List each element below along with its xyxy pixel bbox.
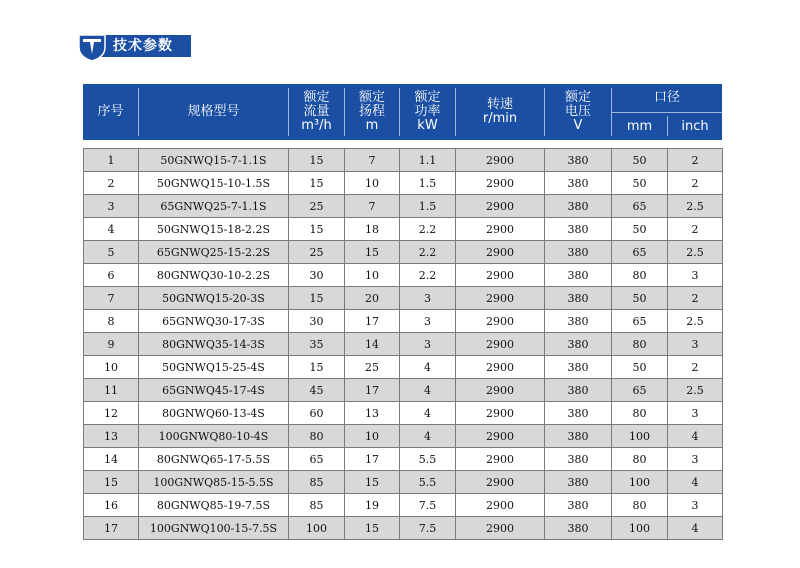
cell-power: 4 — [400, 379, 456, 402]
cell-head: 15 — [345, 241, 400, 264]
cell-flow: 25 — [289, 241, 345, 264]
cell-bore-mm: 50 — [612, 356, 668, 379]
cell-speed: 2900 — [456, 287, 545, 310]
cell-flow: 60 — [289, 402, 345, 425]
cell-seq: 11 — [84, 379, 139, 402]
cell-power: 1.1 — [400, 149, 456, 172]
cell-seq: 15 — [84, 471, 139, 494]
cell-head: 10 — [345, 425, 400, 448]
cell-bore-inch: 2 — [668, 218, 723, 241]
cell-seq: 12 — [84, 402, 139, 425]
cell-bore-mm: 65 — [612, 195, 668, 218]
col-head: 额定 扬程 m — [358, 90, 385, 133]
cell-speed: 2900 — [456, 310, 545, 333]
cell-power: 2.2 — [400, 264, 456, 287]
cell-bore-mm: 50 — [612, 218, 668, 241]
cell-bore-mm: 65 — [612, 310, 668, 333]
cell-speed: 2900 — [456, 218, 545, 241]
cell-model: 100GNWQ85-15-5.5S — [139, 471, 289, 494]
cell-model: 80GNWQ30-10-2.2S — [139, 264, 289, 287]
cell-flow: 30 — [289, 310, 345, 333]
cell-head: 15 — [345, 517, 400, 540]
cell-bore-mm: 80 — [612, 448, 668, 471]
cell-speed: 2900 — [456, 471, 545, 494]
cell-model: 50GNWQ15-18-2.2S — [139, 218, 289, 241]
table-row — [84, 149, 723, 172]
cell-head: 19 — [345, 494, 400, 517]
cell-model: 80GNWQ65-17-5.5S — [139, 448, 289, 471]
cell-speed: 2900 — [456, 264, 545, 287]
cell-voltage: 380 — [545, 287, 612, 310]
cell-power: 3 — [400, 310, 456, 333]
cell-head: 10 — [345, 172, 400, 195]
table-header — [83, 84, 722, 140]
section-title: 技术参数 — [113, 38, 173, 54]
cell-bore-inch: 2 — [668, 356, 723, 379]
cell-speed: 2900 — [456, 356, 545, 379]
cell-voltage: 380 — [545, 471, 612, 494]
cell-speed: 2900 — [456, 241, 545, 264]
cell-bore-mm: 65 — [612, 379, 668, 402]
cell-flow: 15 — [289, 287, 345, 310]
table-row — [84, 218, 723, 241]
spec-table — [83, 148, 723, 540]
table-row — [84, 241, 723, 264]
col-model: 规格型号 — [187, 104, 240, 119]
cell-power: 2.2 — [400, 218, 456, 241]
col-bore-mm: mm — [626, 118, 653, 134]
cell-model: 50GNWQ15-7-1.1S — [139, 149, 289, 172]
cell-voltage: 380 — [545, 195, 612, 218]
cell-flow: 65 — [289, 448, 345, 471]
table-row — [84, 333, 723, 356]
col-speed: 转速 r/min — [482, 97, 518, 126]
cell-bore-inch: 2.5 — [668, 379, 723, 402]
cell-voltage: 380 — [545, 241, 612, 264]
cell-speed: 2900 — [456, 149, 545, 172]
cell-flow: 15 — [289, 356, 345, 379]
cell-flow: 80 — [289, 425, 345, 448]
cell-speed: 2900 — [456, 494, 545, 517]
cell-head: 13 — [345, 402, 400, 425]
cell-speed: 2900 — [456, 379, 545, 402]
cell-bore-mm: 80 — [612, 264, 668, 287]
cell-voltage: 380 — [545, 218, 612, 241]
cell-bore-inch: 2.5 — [668, 310, 723, 333]
table-row — [84, 195, 723, 218]
cell-seq: 6 — [84, 264, 139, 287]
table-row — [84, 494, 723, 517]
col-power: 额定 功率 kW — [414, 90, 441, 133]
cell-flow: 25 — [289, 195, 345, 218]
cell-seq: 8 — [84, 310, 139, 333]
table-row — [84, 471, 723, 494]
table-row — [84, 448, 723, 471]
cell-bore-mm: 100 — [612, 425, 668, 448]
cell-power: 5.5 — [400, 448, 456, 471]
cell-bore-inch: 4 — [668, 425, 723, 448]
cell-voltage: 380 — [545, 448, 612, 471]
cell-model: 65GNWQ30-17-3S — [139, 310, 289, 333]
cell-bore-inch: 2.5 — [668, 195, 723, 218]
cell-model: 65GNWQ25-7-1.1S — [139, 195, 289, 218]
cell-head: 18 — [345, 218, 400, 241]
cell-head: 14 — [345, 333, 400, 356]
cell-model: 65GNWQ25-15-2.2S — [139, 241, 289, 264]
cell-flow: 15 — [289, 149, 345, 172]
cell-head: 7 — [345, 149, 400, 172]
col-seq: 序号 — [97, 104, 124, 119]
cell-bore-mm: 50 — [612, 172, 668, 195]
cell-model: 80GNWQ85-19-7.5S — [139, 494, 289, 517]
cell-model: 80GNWQ60-13-4S — [139, 402, 289, 425]
cell-power: 4 — [400, 356, 456, 379]
cell-flow: 15 — [289, 218, 345, 241]
cell-power: 4 — [400, 402, 456, 425]
table-row — [84, 517, 723, 540]
cell-speed: 2900 — [456, 402, 545, 425]
cell-seq: 16 — [84, 494, 139, 517]
cell-bore-inch: 3 — [668, 402, 723, 425]
cell-bore-inch: 3 — [668, 264, 723, 287]
cell-seq: 13 — [84, 425, 139, 448]
cell-seq: 2 — [84, 172, 139, 195]
brand-shield-icon — [77, 32, 107, 62]
cell-model: 65GNWQ45-17-4S — [139, 379, 289, 402]
cell-seq: 17 — [84, 517, 139, 540]
cell-voltage: 380 — [545, 425, 612, 448]
cell-head: 7 — [345, 195, 400, 218]
cell-head: 20 — [345, 287, 400, 310]
table-row — [84, 172, 723, 195]
cell-model: 50GNWQ15-20-3S — [139, 287, 289, 310]
col-voltage: 额定 电压 V — [564, 90, 591, 133]
cell-voltage: 380 — [545, 264, 612, 287]
cell-flow: 85 — [289, 494, 345, 517]
cell-seq: 14 — [84, 448, 139, 471]
cell-power: 2.2 — [400, 241, 456, 264]
cell-voltage: 380 — [545, 494, 612, 517]
cell-flow: 35 — [289, 333, 345, 356]
cell-model: 100GNWQ80-10-4S — [139, 425, 289, 448]
cell-model: 100GNWQ100-15-7.5S — [139, 517, 289, 540]
cell-bore-mm: 50 — [612, 287, 668, 310]
cell-head: 10 — [345, 264, 400, 287]
cell-flow: 15 — [289, 172, 345, 195]
cell-bore-mm: 100 — [612, 517, 668, 540]
cell-head: 25 — [345, 356, 400, 379]
cell-voltage: 380 — [545, 310, 612, 333]
cell-bore-inch: 3 — [668, 333, 723, 356]
cell-flow: 85 — [289, 471, 345, 494]
cell-bore-inch: 2.5 — [668, 241, 723, 264]
cell-flow: 100 — [289, 517, 345, 540]
cell-voltage: 380 — [545, 517, 612, 540]
cell-power: 1.5 — [400, 172, 456, 195]
cell-bore-mm: 65 — [612, 241, 668, 264]
cell-bore-inch: 2 — [668, 287, 723, 310]
cell-speed: 2900 — [456, 425, 545, 448]
cell-bore-inch: 3 — [668, 494, 723, 517]
cell-bore-mm: 80 — [612, 402, 668, 425]
cell-speed: 2900 — [456, 172, 545, 195]
cell-power: 3 — [400, 287, 456, 310]
cell-power: 4 — [400, 425, 456, 448]
col-bore-inch: inch — [681, 118, 709, 134]
cell-head: 17 — [345, 379, 400, 402]
cell-model: 50GNWQ15-10-1.5S — [139, 172, 289, 195]
cell-voltage: 380 — [545, 402, 612, 425]
cell-speed: 2900 — [456, 517, 545, 540]
cell-voltage: 380 — [545, 379, 612, 402]
section-header — [77, 34, 191, 60]
cell-bore-inch: 4 — [668, 517, 723, 540]
table-row — [84, 356, 723, 379]
cell-bore-inch: 3 — [668, 448, 723, 471]
cell-seq: 3 — [84, 195, 139, 218]
cell-seq: 5 — [84, 241, 139, 264]
table-row — [84, 264, 723, 287]
cell-bore-mm: 50 — [612, 149, 668, 172]
table-row — [84, 425, 723, 448]
cell-speed: 2900 — [456, 333, 545, 356]
cell-voltage: 380 — [545, 333, 612, 356]
cell-voltage: 380 — [545, 149, 612, 172]
cell-bore-mm: 80 — [612, 494, 668, 517]
col-flow: 额定 流量 m³/h — [301, 90, 332, 133]
cell-voltage: 380 — [545, 356, 612, 379]
cell-bore-inch: 2 — [668, 149, 723, 172]
cell-bore-mm: 80 — [612, 333, 668, 356]
cell-model: 80GNWQ35-14-3S — [139, 333, 289, 356]
cell-seq: 7 — [84, 287, 139, 310]
cell-speed: 2900 — [456, 448, 545, 471]
table-row — [84, 379, 723, 402]
cell-seq: 10 — [84, 356, 139, 379]
cell-flow: 45 — [289, 379, 345, 402]
table-row — [84, 287, 723, 310]
cell-power: 7.5 — [400, 494, 456, 517]
cell-voltage: 380 — [545, 172, 612, 195]
cell-seq: 9 — [84, 333, 139, 356]
cell-bore-inch: 4 — [668, 471, 723, 494]
cell-head: 17 — [345, 448, 400, 471]
cell-bore-mm: 100 — [612, 471, 668, 494]
table-row — [84, 402, 723, 425]
table-row — [84, 310, 723, 333]
cell-seq: 1 — [84, 149, 139, 172]
col-bore: 口径 — [653, 90, 680, 105]
cell-head: 17 — [345, 310, 400, 333]
cell-flow: 30 — [289, 264, 345, 287]
cell-speed: 2900 — [456, 195, 545, 218]
cell-power: 3 — [400, 333, 456, 356]
cell-model: 50GNWQ15-25-4S — [139, 356, 289, 379]
cell-power: 7.5 — [400, 517, 456, 540]
cell-bore-inch: 2 — [668, 172, 723, 195]
cell-seq: 4 — [84, 218, 139, 241]
cell-power: 1.5 — [400, 195, 456, 218]
cell-head: 15 — [345, 471, 400, 494]
cell-power: 5.5 — [400, 471, 456, 494]
